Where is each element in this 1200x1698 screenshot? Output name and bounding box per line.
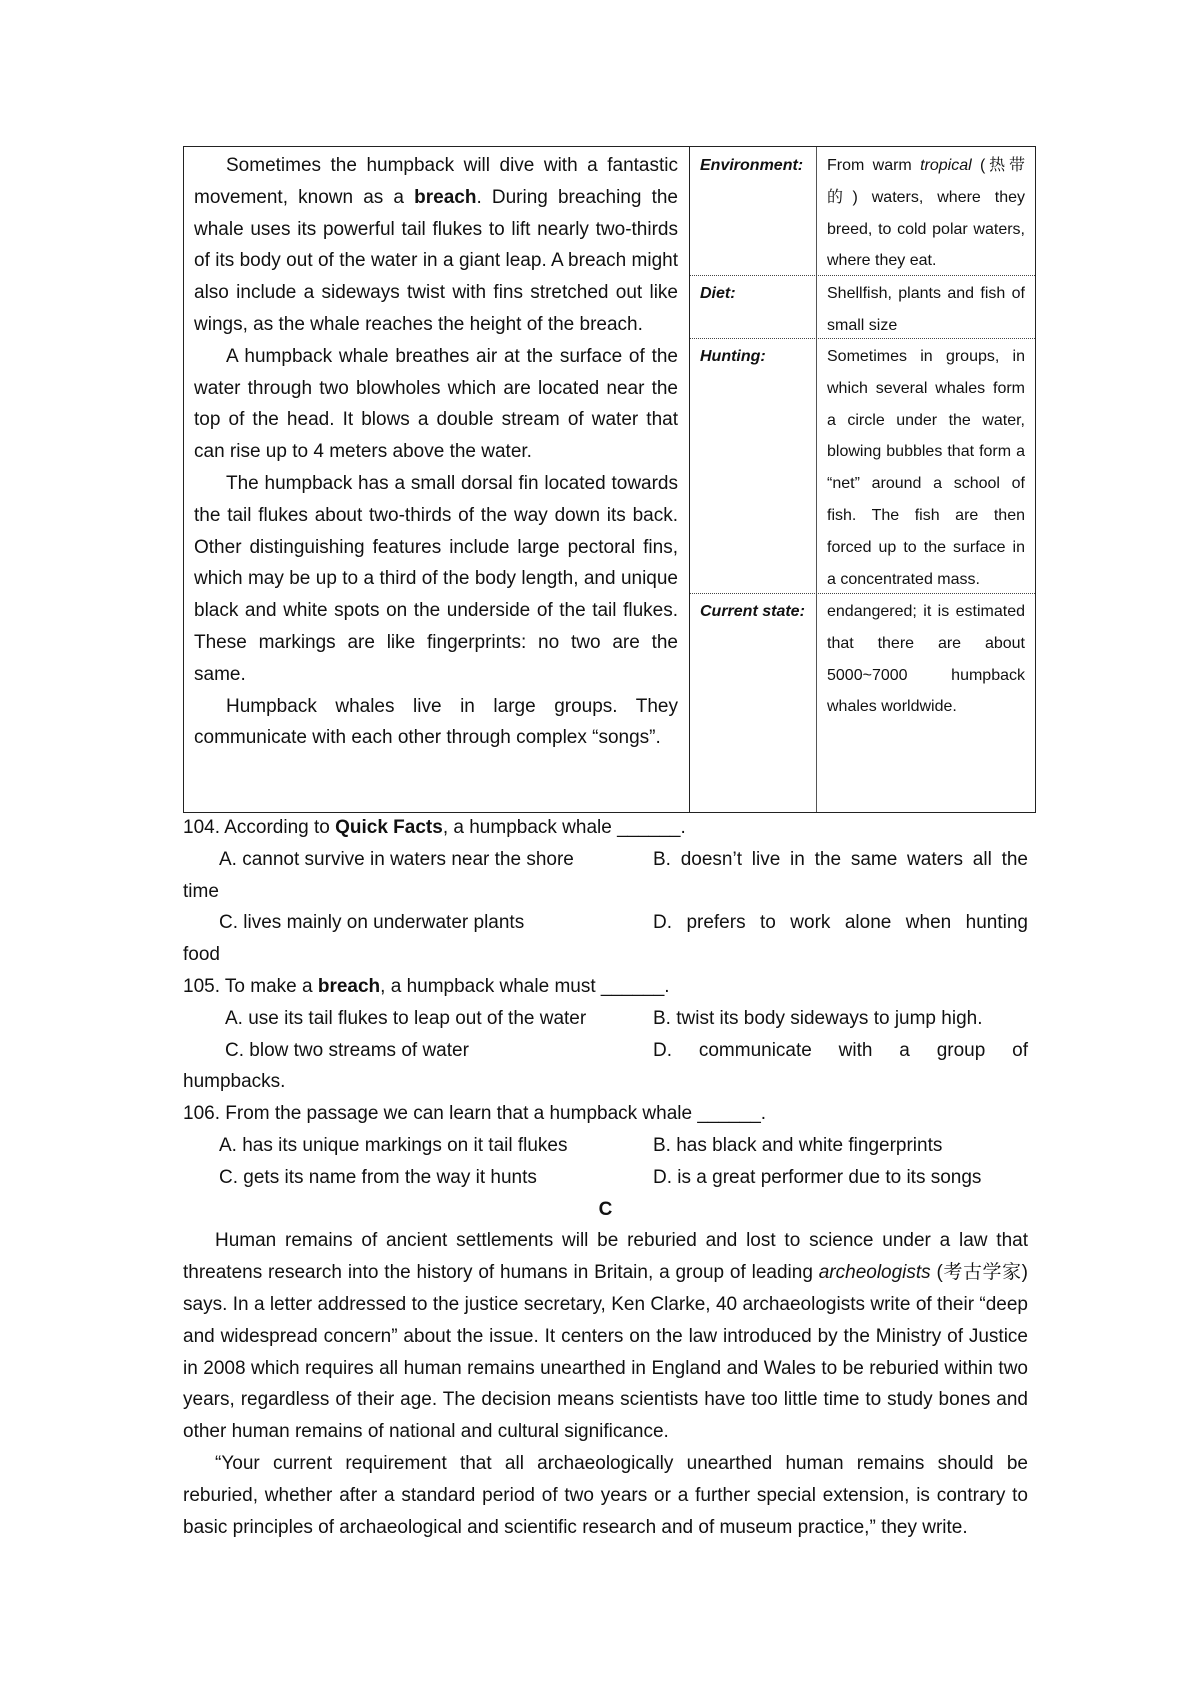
option-104-d[interactable]: D. prefers to work alone when hunting	[653, 912, 1028, 934]
option-104-c[interactable]: C. lives mainly on underwater plants	[219, 912, 525, 934]
passage-b-text	[194, 150, 678, 754]
passage-paragraph: Sometimes the humpback will dive with a fantastic movement, known as a breach. During breaching the whale uses its powerful tail flukes to lift nearly two-thirds of its body out of the water in a giant leap. A breach might also include a sideways twist with fins stretched out like wings, as the whale reaches the height of the breach.	[194, 155, 678, 335]
option-105-b[interactable]: B. twist its body sideways to jump high.	[653, 1007, 983, 1029]
option-row	[183, 1035, 1028, 1067]
option-106-c[interactable]: C. gets its name from the way it hunts	[219, 1166, 537, 1188]
passage-facts-table	[183, 146, 1036, 813]
option-105-d[interactable]: D. communicate with a group of	[653, 1039, 1028, 1061]
passage-paragraph: Humpback whales live in large groups. They communicate with each other through complex “songs”.	[194, 695, 678, 749]
option-104-a[interactable]: A. cannot survive in waters near the shore	[219, 848, 574, 870]
fact-text-hunting: Sometimes in groups, in which several whales form a circle under the water, blowing bubbles that form a “net” around a school of fish. The fish are then forced up to the surface in a concentrated mass.	[827, 348, 1025, 588]
option-105-a[interactable]: A. use its tail flukes to leap out of the water	[225, 1007, 587, 1029]
option-row	[183, 844, 1028, 876]
breach-term: breach	[414, 186, 477, 208]
question-104-stem: 104. According to Quick Facts, a humpback whale ______.	[183, 817, 686, 838]
fact-text-environment: From warm tropical (热带的) waters, where they breed, to cold polar waters, where they eat.	[827, 157, 1026, 270]
passage-c-paragraph: “Your current requirement that all archaeologically unearthed human remains should be reburied, whether after a standard period of two years or a further special extension, is contrary to basic principles of archaeological and scientific research and of museum practice,” they write.	[183, 1452, 1028, 1538]
passage-paragraph: A humpback whale breathes air at the surface of the water through two blowholes which are located near the top of the head. It blows a double stream of water that can rise up to 4 meters above the water.	[194, 345, 678, 463]
option-row	[183, 1003, 1028, 1035]
option-row	[183, 1130, 1028, 1162]
fact-label-diet: Diet:	[700, 285, 736, 302]
questions-section	[183, 812, 1028, 1543]
fact-text-diet: Shellfish, plants and fish of small size	[827, 285, 1025, 334]
option-104-b-wrap: time	[183, 880, 219, 902]
option-row	[183, 907, 1028, 939]
table-divider	[690, 275, 1035, 276]
fact-text-current-state: endangered; it is estimated that there are about 5000~7000 humpback whales worldwide.	[827, 603, 1025, 716]
section-title-c: C	[598, 1198, 613, 1220]
option-104-b[interactable]: B. doesn’t live in the same waters all the	[653, 848, 1028, 870]
facts-label-column	[690, 147, 817, 812]
question-106-stem: 106. From the passage we can learn that a humpback whale ______.	[183, 1103, 767, 1125]
table-divider	[690, 338, 1035, 339]
fact-label-hunting: Hunting:	[700, 348, 766, 365]
option-106-d[interactable]: D. is a great performer due to its songs	[653, 1166, 982, 1188]
passage-column	[184, 147, 690, 812]
option-105-c[interactable]: C. blow two streams of water	[225, 1039, 469, 1061]
option-104-d-wrap: food	[183, 944, 220, 966]
option-row	[183, 1162, 1028, 1194]
passage-c-paragraph: Human remains of ancient settlements will be reburied and lost to science under a law that threatens research into the history of humans in Britain, a group of leading archeologists (考古学家) says. In a letter addressed to the justice secretary, Ken Clarke, 40 archaeologists write of their “deep and widespread concern” about the issue. It centers on the law introduced by the Ministry of Justice in 2008 which requires all human remains unearthed in England and Wales to be reburied within two years, regardless of their age. The decision means scientists have too little time to study bones and other human remains of national and cultural significance.	[183, 1230, 1028, 1443]
fact-label-current-state: Current state:	[700, 603, 805, 620]
question-105-stem: 105. To make a breach, a humpback whale must ______.	[183, 975, 670, 997]
option-106-b[interactable]: B. has black and white fingerprints	[653, 1134, 943, 1156]
table-divider	[690, 593, 1035, 594]
fact-label-environment: Environment:	[700, 157, 804, 174]
option-106-a[interactable]: A. has its unique markings on it tail flukes	[219, 1134, 568, 1156]
facts-text-column	[817, 147, 1035, 812]
passage-paragraph: The humpback has a small dorsal fin located towards the tail flukes about two-thirds of the way down its back. Other distinguishing features include large pectoral fins, which may be up to a third of the body length, and unique black and white spots on the underside of the tail flukes. These markings are like fingerprints: no two are the same.	[194, 472, 678, 685]
option-105-d-wrap: humpbacks.	[183, 1071, 286, 1093]
